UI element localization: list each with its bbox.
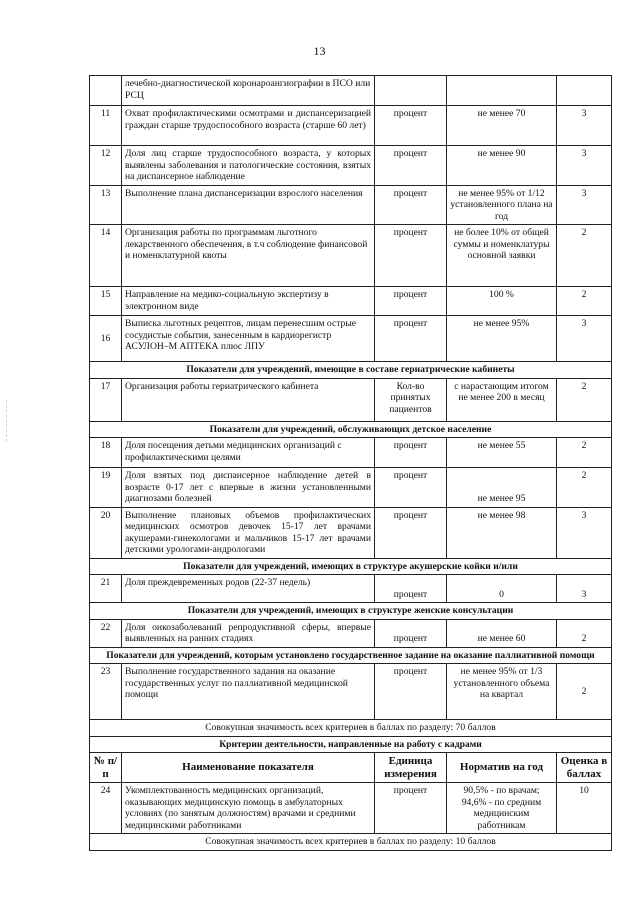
row-unit: Кол-во принятых пациентов	[375, 378, 447, 421]
section-row	[90, 647, 612, 664]
row-num: 13	[90, 185, 122, 225]
row-unit: процент	[375, 507, 447, 558]
row-unit: процент	[375, 185, 447, 225]
row-norm: не менее 95% от 1/3 установленного объема на квартал	[447, 664, 557, 720]
row-unit: процент	[375, 575, 447, 603]
table-row	[90, 225, 612, 287]
header-num: № п/п	[90, 753, 122, 783]
row-num: 24	[90, 783, 122, 834]
row-name: Охват профилактическими осмотрами и диспансеризацией граждан старше трудоспособного возраста (старше 60 лет)	[122, 106, 375, 146]
table-row	[90, 316, 612, 362]
section-title-palliative: Показатели для учреждений, которым установлено государственное задание на оказание паллиативной помощи	[90, 647, 612, 664]
table-row	[90, 378, 612, 421]
row-norm: не менее 95	[447, 468, 557, 508]
table-row	[90, 575, 612, 603]
section-row	[90, 603, 612, 620]
table-row	[90, 146, 612, 186]
row-score: 3	[557, 507, 612, 558]
row-name: Выполнение плановых объемов профилактических медицинских осмотров девочек 15-17 лет врачами акушерами-гинекологами и мальчиков 15-17 лет врачами детскими урологами-андрологами	[122, 507, 375, 558]
row-unit: процент	[375, 106, 447, 146]
row-unit: процент	[375, 225, 447, 287]
row-score: 2	[557, 664, 612, 720]
section-title-obstetric: Показатели для учреждений, имеющих в структуре акушерские койки и/или	[90, 558, 612, 575]
row-norm: с нарастающим итогом не менее 200 в месяц	[447, 378, 557, 421]
page-number: 13	[313, 44, 326, 58]
row-name: Выполнение плана диспансеризации взрослого населения	[122, 185, 375, 225]
row-score: 2	[557, 225, 612, 287]
row-score: 2	[557, 619, 612, 647]
row-unit: процент	[375, 468, 447, 508]
section-title-children: Показатели для учреждений, обслуживающих детское население	[90, 421, 612, 438]
section-row	[90, 558, 612, 575]
row-score: 2	[557, 438, 612, 468]
row-unit: процент	[375, 438, 447, 468]
row-name: Организация работы гериатрического кабинета	[122, 378, 375, 421]
row-name: Доля взятых под диспансерное наблюдение детей в возрасте 0-17 лет с впервые в жизни установленными диагнозами болезней	[122, 468, 375, 508]
table-row	[90, 185, 612, 225]
row-num: 19	[90, 468, 122, 508]
row-num: 11	[90, 106, 122, 146]
section-row	[90, 421, 612, 438]
row-score: 2	[557, 378, 612, 421]
row-score: 3	[557, 575, 612, 603]
row-name: Выполнение государственного задания на оказание государственных услуг по паллиативной медицинской помощи	[122, 664, 375, 720]
section-row	[90, 362, 612, 379]
row-norm: не менее 60	[447, 619, 557, 647]
row-name: Направление на медико-социальную экспертизу в электронном виде	[122, 287, 375, 316]
row-score: 2	[557, 287, 612, 316]
row-name: Доля онкозаболеваний репродуктивной сферы, впервые выявленных на ранних стадиях	[122, 619, 375, 647]
summary-row	[90, 834, 612, 851]
row-score: 2	[557, 468, 612, 508]
row-name: Укомплектованность медицинских организаций, оказывающих медицинскую помощь в амбулаторных условиях (по занятым должностям) врачами и средними медицинскими работниками	[122, 783, 375, 834]
row-num: 20	[90, 507, 122, 558]
row-unit: процент	[375, 316, 447, 362]
row-unit: процент	[375, 664, 447, 720]
section-summary-2: Совокупная значимость всех критериев в баллах по разделу: 10 баллов	[90, 834, 612, 851]
row-name: лечебно-диагностической коронароангиографии в ПСО или РСЦ	[122, 76, 375, 106]
header-norm: Норматив на год	[447, 753, 557, 783]
row-score: 10	[557, 783, 612, 834]
row-score: 3	[557, 146, 612, 186]
table-row	[90, 507, 612, 558]
row-norm: не менее 70	[447, 106, 557, 146]
row-name: Доля лиц старше трудоспособного возраста, у которых выявлены заболевания и патологические состояния, взятых на диспансерное наблюдение	[122, 146, 375, 186]
row-norm: не более 10% от общей суммы и номенклатуры основной заявки	[447, 225, 557, 287]
row-norm: не менее 55	[447, 438, 557, 468]
row-num: 12	[90, 146, 122, 186]
row-score: 3	[557, 185, 612, 225]
table-row	[90, 106, 612, 146]
section-title-staff: Критерии деятельности, направленные на работу с кадрами	[90, 736, 612, 753]
row-num: 18	[90, 438, 122, 468]
row-name: Организация работы по программам льготного лекарственного обеспечения, в т.ч соблюдение финансовой и номенклатурной квоты	[122, 225, 375, 287]
row-num: 14	[90, 225, 122, 287]
row-norm: не менее 90	[447, 146, 557, 186]
section-title-geriatric: Показатели для учреждений, имеющие в составе гериатрические кабинеты	[90, 362, 612, 379]
row-unit	[375, 76, 447, 106]
table-header-row	[90, 753, 612, 783]
header-unit: Единица измерения	[375, 753, 447, 783]
row-norm: 0	[447, 575, 557, 603]
row-name: Доля посещения детьми медицинских организаций с профилактическими целями	[122, 438, 375, 468]
row-unit: процент	[375, 783, 447, 834]
row-norm: 100 %	[447, 287, 557, 316]
row-unit: процент	[375, 146, 447, 186]
row-num: 16	[90, 316, 122, 362]
table-row	[90, 438, 612, 468]
row-num: 17	[90, 378, 122, 421]
summary-row	[90, 720, 612, 737]
row-num: 21	[90, 575, 122, 603]
section-summary-1: Совокупная значимость всех критериев в баллах по разделу: 70 баллов	[90, 720, 612, 737]
table-row	[90, 783, 612, 834]
scan-margin-mark	[6, 400, 10, 442]
row-norm: не менее 95%	[447, 316, 557, 362]
row-num: 23	[90, 664, 122, 720]
row-score	[557, 76, 612, 106]
row-unit: процент	[375, 287, 447, 316]
header-score: Оценка в баллах	[557, 753, 612, 783]
row-norm	[447, 76, 557, 106]
header-name: Наименование показателя	[122, 753, 375, 783]
table-row	[90, 468, 612, 508]
row-score: 3	[557, 316, 612, 362]
row-score: 3	[557, 106, 612, 146]
table-row	[90, 76, 612, 106]
row-norm: 90,5% - по врачам; 94,6% - по средним медицинским работникам	[447, 783, 557, 834]
table-row	[90, 664, 612, 720]
section-title-female: Показатели для учреждений, имеющих в структуре женские консультации	[90, 603, 612, 620]
table-row	[90, 619, 612, 647]
row-num	[90, 76, 122, 106]
row-num: 15	[90, 287, 122, 316]
row-name: Доля преждевременных родов (22-37 недель)	[122, 575, 375, 603]
section-row	[90, 736, 612, 753]
row-name: Выписка льготных рецептов, лицам перенесшим острые сосудистые события, занесенным в кардиорегистр АСУЛОН–М АПТЕКА плюс ЛПУ	[122, 316, 375, 362]
row-norm: не менее 98	[447, 507, 557, 558]
table-row	[90, 287, 612, 316]
row-unit: процент	[375, 619, 447, 647]
criteria-table	[89, 75, 612, 851]
row-num: 22	[90, 619, 122, 647]
row-norm: не менее 95% от 1/12 установленного плана на год	[447, 185, 557, 225]
